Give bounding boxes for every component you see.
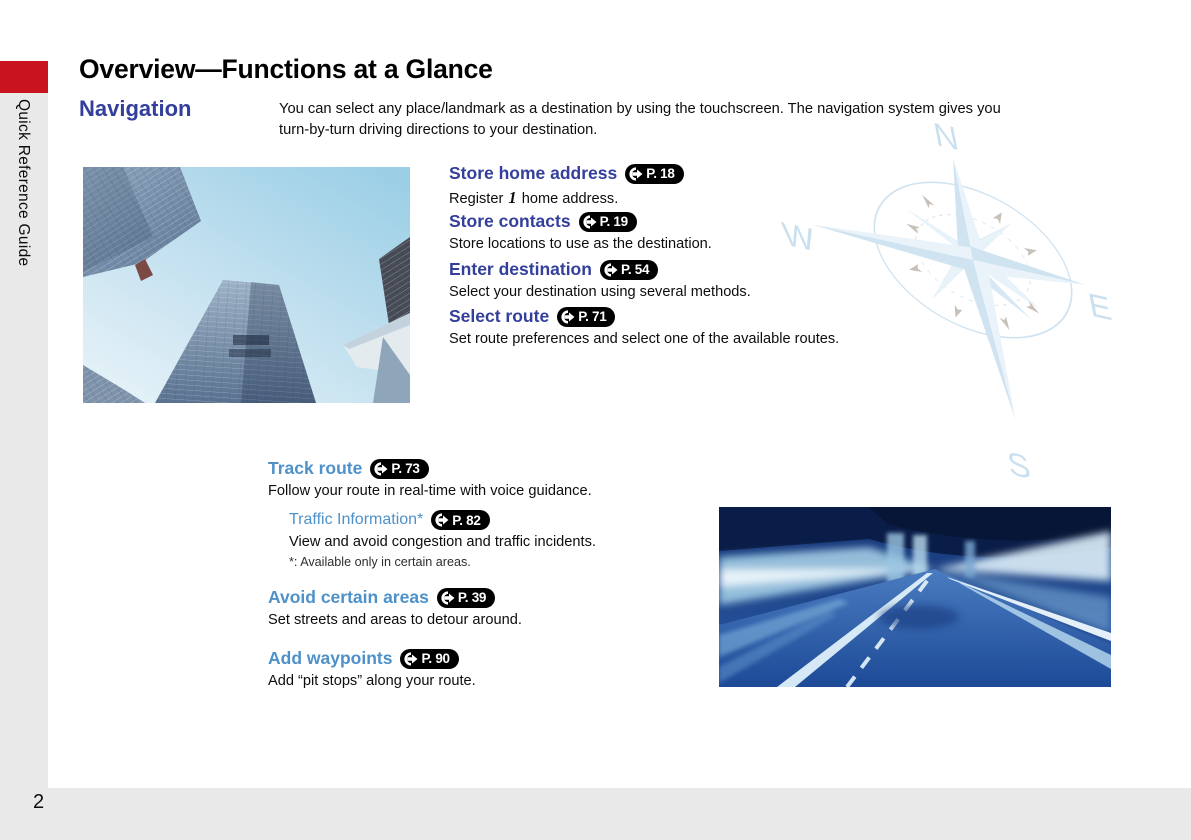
section-label-navigation: Navigation — [79, 96, 192, 121]
feature-desc: Follow your route in real-time with voice guidance. — [268, 483, 592, 499]
feature-title: Enter destination — [449, 259, 592, 279]
feature-desc: View and avoid congestion and traffic incidents. — [289, 534, 596, 550]
feature-desc: Store locations to use as the destination. — [449, 236, 712, 252]
feature-desc: Add “pit stops” along your route. — [268, 673, 476, 689]
sidebar-tab-label: Quick Reference Guide — [15, 99, 32, 267]
page-ref-badge[interactable] — [437, 588, 495, 608]
feature-title: Avoid certain areas — [268, 587, 429, 607]
page-title: Overview—Functions at a Glance — [79, 54, 493, 84]
intro-line-1: You can select any place/landmark as a destination by using the touchscreen. The navigation system gives you — [279, 101, 1001, 117]
feature-select-route — [449, 306, 839, 347]
page-ref-label: P. 82 — [452, 512, 481, 528]
page-arrow-icon — [583, 215, 597, 229]
page-ref-label: P. 18 — [646, 166, 675, 181]
page-ref-label: P. 39 — [457, 590, 487, 605]
feature-desc: Set streets and areas to detour around. — [268, 612, 522, 628]
feature-store-home-address — [449, 163, 684, 208]
feature-title: Store contacts — [449, 211, 571, 231]
feature-track-route — [268, 458, 592, 499]
page-arrow-icon — [629, 167, 643, 181]
page-ref-badge[interactable] — [431, 510, 489, 530]
intro-line-2: turn-by-turn driving directions to your destination. — [279, 121, 598, 138]
feature-store-contacts — [449, 211, 712, 252]
feature-title: Track route — [268, 458, 363, 478]
compass-letter-s: S — [1004, 444, 1034, 487]
number-one: 1 — [508, 188, 517, 207]
page-number: 2 — [33, 791, 45, 813]
page-ref-badge[interactable] — [557, 307, 615, 327]
page-arrow-icon — [435, 513, 449, 527]
highway-photo — [719, 507, 1111, 687]
feature-avoid-certain-areas — [268, 587, 522, 628]
page-arrow-icon — [441, 591, 455, 605]
compass-letter-w: W — [779, 215, 818, 260]
feature-title: Traffic Information* — [289, 511, 424, 528]
feature-traffic-information — [289, 510, 596, 569]
page-ref-label: P. 90 — [421, 651, 450, 666]
page-ref-label: P. 19 — [599, 214, 628, 229]
page-arrow-icon — [374, 462, 388, 476]
page-arrow-icon — [604, 263, 618, 277]
feature-enter-destination — [449, 259, 751, 300]
page-ref-label: P. 73 — [391, 461, 420, 476]
feature-desc: Register 1 home address. — [449, 188, 619, 207]
feature-title: Add waypoints — [268, 648, 393, 668]
page-ref-badge[interactable] — [600, 260, 658, 280]
page-ref-badge[interactable] — [625, 164, 683, 184]
feature-title: Store home address — [449, 163, 618, 183]
compass-letter-e: E — [1085, 286, 1115, 329]
page-ref-badge[interactable] — [370, 459, 428, 479]
compass-letter-n: N — [930, 115, 962, 159]
page-arrow-icon — [561, 310, 575, 324]
skyline-photo — [83, 167, 410, 403]
feature-desc: Set route preferences and select one of the available routes. — [449, 331, 840, 347]
chapter-accent-block — [0, 61, 48, 93]
feature-add-waypoints — [268, 648, 476, 689]
feature-desc: Select your destination using several methods. — [449, 284, 751, 300]
page-ref-badge[interactable] — [400, 649, 458, 669]
page-ref-label: P. 54 — [620, 262, 650, 277]
feature-footnote: *: Available only in certain areas. — [289, 555, 471, 569]
feature-title: Select route — [449, 306, 550, 326]
footer-bar — [0, 788, 1191, 840]
page-ref-badge[interactable] — [579, 212, 637, 232]
page-arrow-icon — [404, 652, 418, 666]
page-ref-label: P. 71 — [578, 309, 607, 324]
compass-watermark — [768, 90, 1180, 490]
